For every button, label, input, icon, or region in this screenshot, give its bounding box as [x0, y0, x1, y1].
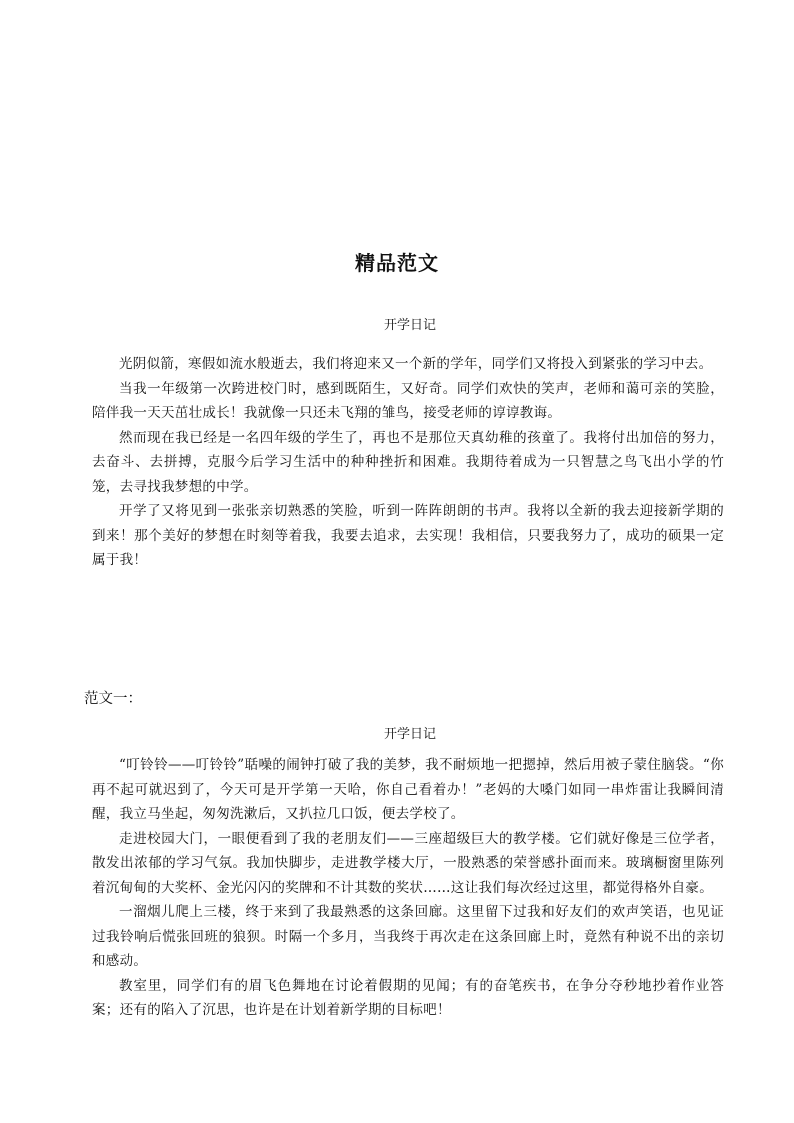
essay-2-paragraph-1: “叮铃铃——叮铃铃”聒噪的闹钟打破了我的美梦，我不耐烦地一把摁掉，然后用被子蒙住脑袋。“你再不起可就迟到了，今天可是开学第一天哈，你自己看着办！”老妈的大嗓门如同一串炸雷让我瞬间清醒，我立马坐起，匆匆洗漱后，又扒拉几口饭，便去学校了。 [92, 757, 724, 822]
page-title: 精品范文 [355, 251, 439, 275]
essay-2-title: 开学日记 [383, 727, 436, 742]
essay-1-paragraph-4: 开学了又将见到一张张亲切熟悉的笑脸，听到一阵阵朗朗的书声。我将以全新的我去迎接新学期的到来！那个美好的梦想在时刻等着我，我要去追求，去实现！我相信，只要我努力了，成功的硕果一定属于我！ [92, 503, 724, 568]
essay-2-paragraph-4: 教室里，同学们有的眉飞色舞地在讨论着假期的见闻；有的奋笔疾书，在争分夺秒地抄着作业答案；还有的陷入了沉思，也许是在计划着新学期的目标吧！ [92, 977, 724, 1018]
essay-2 [92, 725, 724, 1023]
essay-2-label: 范文一： [84, 691, 142, 707]
essay-1 [92, 316, 724, 573]
essay-1-title: 开学日记 [383, 318, 436, 333]
essay-1-paragraph-1: 光阴似箭，寒假如流水般逝去，我们将迎来又一个新的学年，同学们又将投入到紧张的学习中去。 [119, 356, 713, 372]
essay-2-paragraph-3: 一溜烟儿爬上三楼，终于来到了我最熟悉的这条回廊。这里留下过我和好友们的欢声笑语，也见证过我铃响后慌张回班的狼狈。时隔一个多月，当我终于再次走在这条回廊上时，竟然有种说不出的亲切和感动。 [92, 904, 724, 969]
essay-2-paragraph-2: 走进校园大门，一眼便看到了我的老朋友们——三座超级巨大的教学楼。它们就好像是三位学者，散发出浓郁的学习气氛。我加快脚步，走进教学楼大厅，一股熟悉的荣誉感扑面而来。玻璃橱窗里陈列着沉甸甸的大奖杯、金光闪闪的奖牌和不计其数的奖状……这让我们每次经过这里，都觉得格外自豪。 [92, 830, 724, 896]
essay-1-paragraph-3: 然而现在我已经是一名四年级的学生了，再也不是那位天真幼稚的孩童了。我将付出加倍的努力，去奋斗、去拼搏，克服今后学习生活中的种种挫折和困难。我期待着成为一只智慧之鸟飞出小学的竹笼，去寻找我梦想的中学。 [92, 429, 724, 495]
essay-1-paragraph-2: 当我一年级第一次跨进校门时，感到既陌生，又好奇。同学们欢快的笑声，老师和蔼可亲的笑脸，陪伴我一天天茁壮成长！我就像一只还未飞翔的雏鸟，接受老师的谆谆教诲。 [92, 380, 724, 421]
